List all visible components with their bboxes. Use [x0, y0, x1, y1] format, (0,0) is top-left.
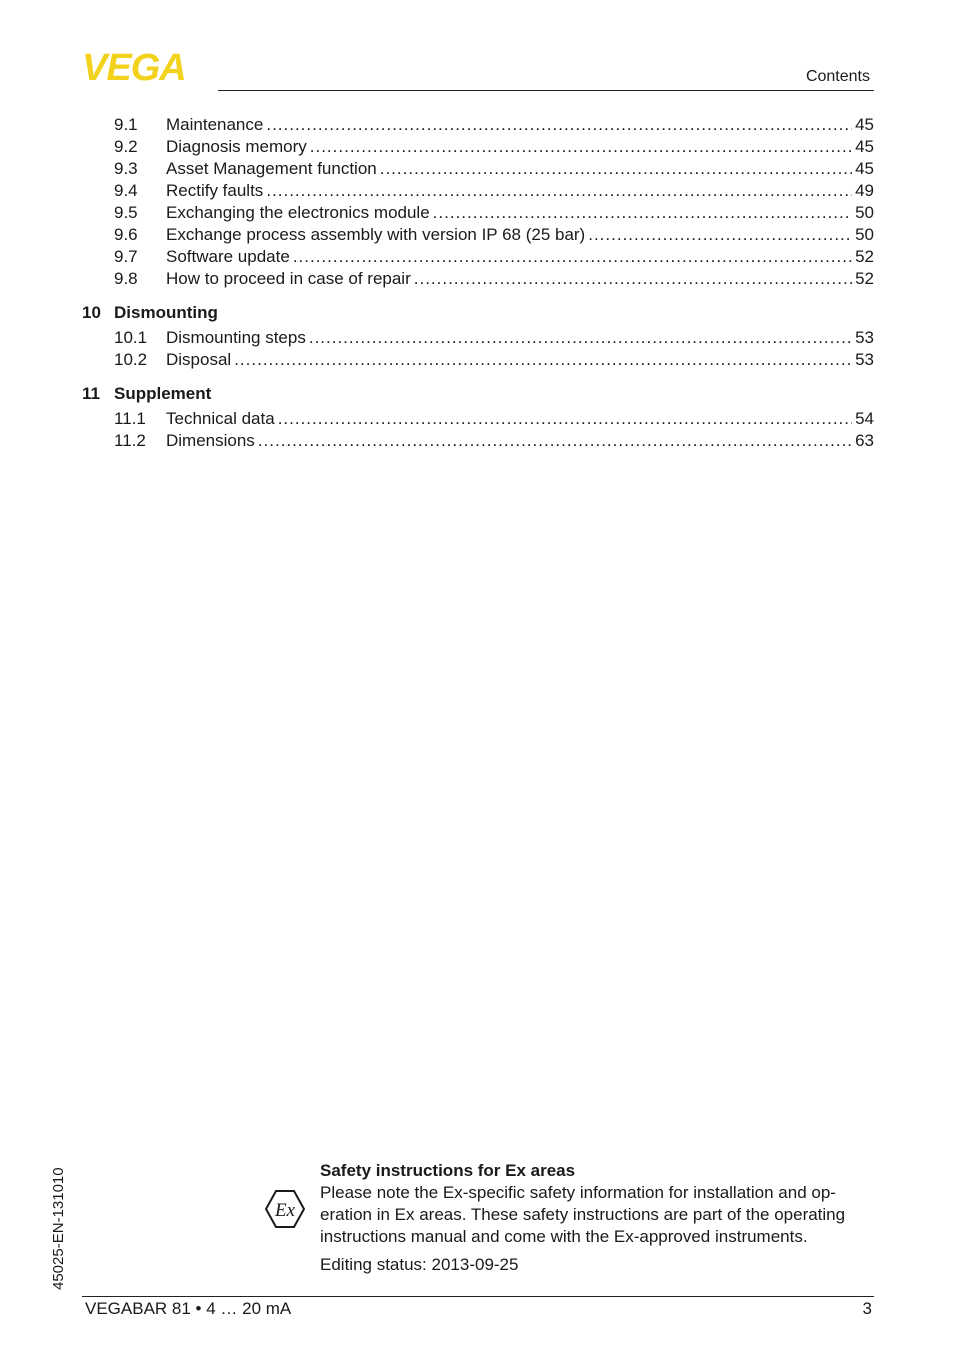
footer-page-number: 3 [862, 1299, 872, 1318]
toc-entry[interactable] [82, 327, 874, 349]
toc-entry-number: 9.7 [114, 247, 138, 266]
toc-leader-dots [258, 430, 852, 452]
safety-text-line: eration in Ex areas. These safety instructions are part of the operating [320, 1205, 846, 1224]
toc-entry[interactable] [82, 158, 874, 180]
toc-entry-number: 9.5 [114, 203, 138, 222]
toc-entry-page: 52 [855, 269, 874, 288]
toc-entry-number: 9.8 [114, 269, 138, 288]
toc-leader-dots [588, 224, 852, 246]
toc-leader-dots [310, 136, 852, 158]
toc-entry-title: Exchanging the electronics module [166, 203, 430, 222]
toc-leader-dots [266, 114, 852, 136]
toc-entry[interactable] [82, 430, 874, 452]
header-section-label: Contents [805, 68, 870, 85]
safety-text-line: Please note the Ex-specific safety information for installation and op- [320, 1183, 836, 1202]
toc-entry[interactable] [82, 114, 874, 136]
footer-product: VEGABAR 81 • 4 … 20 mA [85, 1299, 292, 1318]
toc-leader-dots [234, 349, 852, 371]
footer-rule [82, 1296, 874, 1297]
toc-leader-dots [380, 158, 852, 180]
toc-entry-title: Diagnosis memory [166, 137, 307, 156]
toc-entry-page: 45 [855, 159, 874, 178]
document-code: 45025-EN-131010 [50, 1167, 67, 1290]
toc-entry[interactable] [82, 136, 874, 158]
toc-entry-title: Software update [166, 247, 290, 266]
toc-entry[interactable] [82, 268, 874, 290]
toc-chapter-heading[interactable] [82, 383, 874, 405]
toc-entry-title: Technical data [166, 409, 275, 428]
toc-entry-page: 63 [855, 431, 874, 450]
toc-entry[interactable] [82, 246, 874, 268]
toc-entry-number: 10.2 [114, 350, 148, 369]
toc-entry-page: 53 [855, 328, 874, 347]
toc-chapter-number: 10 [82, 303, 101, 322]
svg-text:Ex: Ex [274, 1200, 296, 1221]
safety-instructions-block [320, 1160, 880, 1276]
toc-entry[interactable] [82, 202, 874, 224]
toc-entry-title: Dismounting steps [166, 328, 306, 347]
toc-entry-number: 11.1 [114, 409, 146, 428]
toc-entry-page: 50 [855, 225, 874, 244]
toc-entry-number: 9.1 [114, 115, 138, 134]
safety-title: Safety instructions for Ex areas [320, 1161, 576, 1180]
toc-entry-number: 9.3 [114, 159, 138, 178]
toc-entry-title: Maintenance [166, 115, 264, 134]
toc-chapter-number: 11 [82, 384, 100, 403]
toc-entry-title: Rectify faults [166, 181, 264, 200]
toc-chapter-title: Supplement [114, 384, 212, 403]
toc-leader-dots [309, 327, 852, 349]
toc-chapter-heading[interactable] [82, 302, 874, 324]
toc-entry-page: 52 [855, 247, 874, 266]
toc-leader-dots [433, 202, 852, 224]
svg-text:VEGA: VEGA [82, 50, 186, 82]
toc-entry-page: 49 [855, 181, 874, 200]
toc-entry-title: How to proceed in case of repair [166, 269, 411, 288]
ex-area-icon [264, 1189, 306, 1229]
safety-text-line: instructions manual and come with the Ex-approved instruments. [320, 1227, 808, 1246]
toc-entry-page: 54 [855, 409, 874, 428]
vega-logo [82, 50, 212, 82]
toc-entry-number: 9.6 [114, 225, 138, 244]
toc-entry-title: Dimensions [166, 431, 255, 450]
toc-entry[interactable] [82, 224, 874, 246]
table-of-contents [82, 114, 874, 452]
toc-entry-number: 9.2 [114, 137, 138, 156]
toc-entry-number: 9.4 [114, 181, 138, 200]
toc-entry-number: 10.1 [114, 328, 148, 347]
toc-entry[interactable] [82, 349, 874, 371]
toc-leader-dots [266, 180, 852, 202]
toc-entry[interactable] [82, 180, 874, 202]
toc-entry-number: 11.2 [114, 431, 146, 450]
toc-entry-page: 45 [855, 137, 874, 156]
toc-entry-title: Disposal [166, 350, 232, 369]
editing-status: Editing status: 2013-09-25 [320, 1255, 519, 1274]
toc-entry-page: 45 [855, 115, 874, 134]
toc-entry-title: Exchange process assembly with version IP 68 (25 bar) [166, 225, 586, 244]
toc-entry[interactable] [82, 408, 874, 430]
toc-leader-dots [414, 268, 852, 290]
toc-entry-page: 50 [855, 203, 874, 222]
toc-leader-dots [293, 246, 852, 268]
toc-entry-title: Asset Management function [166, 159, 377, 178]
toc-leader-dots [278, 408, 852, 430]
toc-chapter-title: Dismounting [114, 303, 218, 322]
header-rule [218, 90, 874, 91]
toc-entry-page: 53 [855, 350, 874, 369]
